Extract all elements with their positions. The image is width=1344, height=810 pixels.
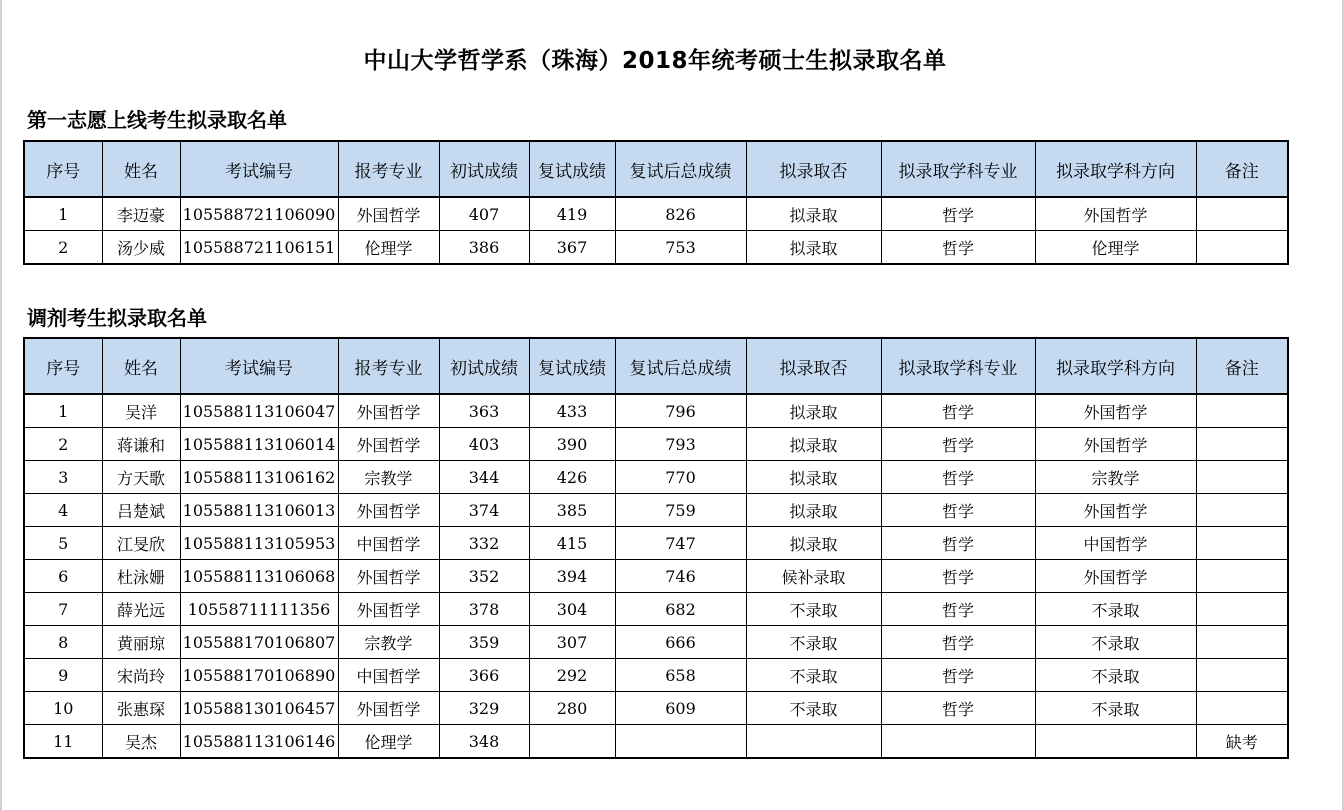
cell-prelim-score: 332 [439, 527, 529, 560]
cell-prelim-score: 378 [439, 593, 529, 626]
cell-exam-id: 105588113106047 [180, 394, 338, 428]
cell-name: 李迈豪 [102, 197, 180, 231]
cell-prelim-score: 363 [439, 394, 529, 428]
cell-admitted-discipline [881, 725, 1035, 759]
column-header-retest-score: 复试成绩 [529, 338, 615, 394]
cell-exam-id: 105588113105953 [180, 527, 338, 560]
cell-retest-score: 292 [529, 659, 615, 692]
cell-name: 宋尚玲 [102, 659, 180, 692]
column-header-retest-score: 复试成绩 [529, 141, 615, 197]
cell-remarks [1196, 560, 1288, 593]
cell-admitted-direction [1035, 725, 1196, 759]
cell-admitted-discipline: 哲学 [881, 428, 1035, 461]
table-row [24, 197, 1288, 231]
cell-prelim-score: 359 [439, 626, 529, 659]
cell-admitted-direction: 外国哲学 [1035, 494, 1196, 527]
cell-prelim-score: 403 [439, 428, 529, 461]
cell-admitted-discipline: 哲学 [881, 692, 1035, 725]
cell-retest-score: 390 [529, 428, 615, 461]
cell-admitted-discipline: 哲学 [881, 527, 1035, 560]
cell-admission-status: 不录取 [746, 626, 881, 659]
cell-remarks [1196, 461, 1288, 494]
cell-remarks [1196, 527, 1288, 560]
cell-total-score: 793 [615, 428, 746, 461]
first-choice-admission-table [23, 140, 1289, 265]
table-row [24, 428, 1288, 461]
cell-applied-major: 宗教学 [338, 461, 439, 494]
cell-total-score: 666 [615, 626, 746, 659]
table-row [24, 231, 1288, 265]
cell-retest-score: 415 [529, 527, 615, 560]
column-header-total-score: 复试后总成绩 [615, 141, 746, 197]
table-row [24, 692, 1288, 725]
cell-applied-major: 外国哲学 [338, 394, 439, 428]
adjusted-admission-table [23, 337, 1289, 759]
cell-admitted-direction: 不录取 [1035, 593, 1196, 626]
cell-admitted-direction: 不录取 [1035, 692, 1196, 725]
cell-admitted-direction: 外国哲学 [1035, 560, 1196, 593]
cell-exam-id: 105588721106151 [180, 231, 338, 265]
cell-retest-score: 280 [529, 692, 615, 725]
cell-admission-status: 拟录取 [746, 231, 881, 265]
cell-admitted-discipline: 哲学 [881, 394, 1035, 428]
cell-seq: 6 [24, 560, 102, 593]
cell-total-score: 753 [615, 231, 746, 265]
cell-name: 方天歌 [102, 461, 180, 494]
table-row [24, 394, 1288, 428]
cell-total-score: 609 [615, 692, 746, 725]
cell-prelim-score: 407 [439, 197, 529, 231]
cell-exam-id: 105588113106146 [180, 725, 338, 759]
cell-retest-score: 419 [529, 197, 615, 231]
cell-admission-status: 拟录取 [746, 197, 881, 231]
cell-name: 杜泳姗 [102, 560, 180, 593]
cell-prelim-score: 352 [439, 560, 529, 593]
cell-seq: 1 [24, 394, 102, 428]
cell-admitted-direction: 中国哲学 [1035, 527, 1196, 560]
cell-seq: 9 [24, 659, 102, 692]
table-row [24, 560, 1288, 593]
cell-exam-id: 105588721106090 [180, 197, 338, 231]
column-header-remarks: 备注 [1196, 141, 1288, 197]
cell-retest-score [529, 725, 615, 759]
cell-admitted-discipline: 哲学 [881, 494, 1035, 527]
cell-exam-id: 10558711111356 [180, 593, 338, 626]
cell-applied-major: 伦理学 [338, 725, 439, 759]
cell-name: 蒋谦和 [102, 428, 180, 461]
cell-seq: 5 [24, 527, 102, 560]
cell-applied-major: 外国哲学 [338, 197, 439, 231]
column-header-total-score: 复试后总成绩 [615, 338, 746, 394]
cell-admitted-discipline: 哲学 [881, 560, 1035, 593]
cell-retest-score: 385 [529, 494, 615, 527]
column-header-seq: 序号 [24, 141, 102, 197]
column-header-prelim-score: 初试成绩 [439, 141, 529, 197]
column-header-admitted-direction: 拟录取学科方向 [1035, 141, 1196, 197]
table-row [24, 593, 1288, 626]
cell-seq: 7 [24, 593, 102, 626]
cell-applied-major: 伦理学 [338, 231, 439, 265]
cell-name: 黄丽琼 [102, 626, 180, 659]
cell-prelim-score: 348 [439, 725, 529, 759]
cell-applied-major: 外国哲学 [338, 428, 439, 461]
cell-applied-major: 外国哲学 [338, 593, 439, 626]
cell-remarks [1196, 231, 1288, 265]
column-header-admission-status: 拟录取否 [746, 338, 881, 394]
cell-exam-id: 105588113106162 [180, 461, 338, 494]
cell-exam-id: 105588170106890 [180, 659, 338, 692]
cell-prelim-score: 344 [439, 461, 529, 494]
cell-retest-score: 304 [529, 593, 615, 626]
cell-name: 张惠琛 [102, 692, 180, 725]
cell-admission-status: 拟录取 [746, 461, 881, 494]
cell-prelim-score: 374 [439, 494, 529, 527]
cell-exam-id: 105588130106457 [180, 692, 338, 725]
cell-prelim-score: 366 [439, 659, 529, 692]
cell-name: 吕楚斌 [102, 494, 180, 527]
cell-seq: 2 [24, 428, 102, 461]
column-header-admitted-direction: 拟录取学科方向 [1035, 338, 1196, 394]
table-header-row [24, 338, 1288, 394]
cell-total-score: 796 [615, 394, 746, 428]
table-row [24, 659, 1288, 692]
cell-admitted-direction: 外国哲学 [1035, 428, 1196, 461]
column-header-exam-id: 考试编号 [180, 338, 338, 394]
cell-name: 吴杰 [102, 725, 180, 759]
column-header-admitted-discipline: 拟录取学科专业 [881, 141, 1035, 197]
cell-admitted-discipline: 哲学 [881, 231, 1035, 265]
cell-admitted-direction: 不录取 [1035, 626, 1196, 659]
cell-remarks [1196, 626, 1288, 659]
table-row [24, 527, 1288, 560]
cell-remarks [1196, 428, 1288, 461]
cell-applied-major: 宗教学 [338, 626, 439, 659]
column-header-seq: 序号 [24, 338, 102, 394]
column-header-prelim-score: 初试成绩 [439, 338, 529, 394]
cell-remarks [1196, 659, 1288, 692]
cell-name: 江旻欣 [102, 527, 180, 560]
cell-seq: 1 [24, 197, 102, 231]
cell-retest-score: 426 [529, 461, 615, 494]
cell-retest-score: 367 [529, 231, 615, 265]
cell-seq: 3 [24, 461, 102, 494]
cell-retest-score: 394 [529, 560, 615, 593]
cell-admission-status: 拟录取 [746, 527, 881, 560]
column-header-remarks: 备注 [1196, 338, 1288, 394]
cell-admitted-direction: 外国哲学 [1035, 394, 1196, 428]
cell-total-score: 658 [615, 659, 746, 692]
cell-name: 薛光远 [102, 593, 180, 626]
cell-retest-score: 307 [529, 626, 615, 659]
cell-admitted-discipline: 哲学 [881, 593, 1035, 626]
cell-remarks [1196, 197, 1288, 231]
cell-retest-score: 433 [529, 394, 615, 428]
cell-total-score: 770 [615, 461, 746, 494]
table-row [24, 461, 1288, 494]
cell-admitted-discipline: 哲学 [881, 659, 1035, 692]
cell-name: 吴洋 [102, 394, 180, 428]
cell-remarks: 缺考 [1196, 725, 1288, 759]
cell-admission-status [746, 725, 881, 759]
cell-name: 汤少威 [102, 231, 180, 265]
cell-total-score: 759 [615, 494, 746, 527]
cell-admitted-discipline: 哲学 [881, 461, 1035, 494]
column-header-applied-major: 报考专业 [338, 338, 439, 394]
cell-remarks [1196, 593, 1288, 626]
table-header-row [24, 141, 1288, 197]
cell-exam-id: 105588170106807 [180, 626, 338, 659]
table-row [24, 725, 1288, 759]
cell-seq: 4 [24, 494, 102, 527]
cell-admission-status: 不录取 [746, 593, 881, 626]
cell-admitted-direction: 伦理学 [1035, 231, 1196, 265]
cell-seq: 10 [24, 692, 102, 725]
cell-total-score: 746 [615, 560, 746, 593]
column-header-admission-status: 拟录取否 [746, 141, 881, 197]
cell-seq: 2 [24, 231, 102, 265]
cell-total-score: 682 [615, 593, 746, 626]
cell-total-score: 747 [615, 527, 746, 560]
column-header-applied-major: 报考专业 [338, 141, 439, 197]
cell-total-score [615, 725, 746, 759]
cell-exam-id: 105588113106014 [180, 428, 338, 461]
cell-remarks [1196, 494, 1288, 527]
column-header-exam-id: 考试编号 [180, 141, 338, 197]
cell-total-score: 826 [615, 197, 746, 231]
cell-admission-status: 拟录取 [746, 428, 881, 461]
left-page-edge [0, 0, 2, 810]
table-row [24, 494, 1288, 527]
section-heading-adjusted: 调剂考生拟录取名单 [27, 306, 207, 330]
cell-prelim-score: 329 [439, 692, 529, 725]
cell-applied-major: 外国哲学 [338, 494, 439, 527]
section-heading-first-choice: 第一志愿上线考生拟录取名单 [27, 108, 287, 132]
cell-remarks [1196, 692, 1288, 725]
cell-admission-status: 不录取 [746, 692, 881, 725]
cell-prelim-score: 386 [439, 231, 529, 265]
cell-admission-status: 候补录取 [746, 560, 881, 593]
cell-applied-major: 中国哲学 [338, 659, 439, 692]
column-header-name: 姓名 [102, 141, 180, 197]
cell-admission-status: 不录取 [746, 659, 881, 692]
table-row [24, 626, 1288, 659]
cell-admitted-direction: 宗教学 [1035, 461, 1196, 494]
cell-seq: 8 [24, 626, 102, 659]
cell-exam-id: 105588113106013 [180, 494, 338, 527]
cell-seq: 11 [24, 725, 102, 759]
cell-admitted-direction: 外国哲学 [1035, 197, 1196, 231]
cell-applied-major: 外国哲学 [338, 692, 439, 725]
cell-applied-major: 中国哲学 [338, 527, 439, 560]
page-title: 中山大学哲学系（珠海）2018年统考硕士生拟录取名单 [363, 48, 947, 74]
column-header-admitted-discipline: 拟录取学科专业 [881, 338, 1035, 394]
cell-admitted-discipline: 哲学 [881, 197, 1035, 231]
cell-applied-major: 外国哲学 [338, 560, 439, 593]
cell-admission-status: 拟录取 [746, 494, 881, 527]
cell-admitted-direction: 不录取 [1035, 659, 1196, 692]
cell-exam-id: 105588113106068 [180, 560, 338, 593]
cell-admission-status: 拟录取 [746, 394, 881, 428]
cell-remarks [1196, 394, 1288, 428]
cell-admitted-discipline: 哲学 [881, 626, 1035, 659]
column-header-name: 姓名 [102, 338, 180, 394]
